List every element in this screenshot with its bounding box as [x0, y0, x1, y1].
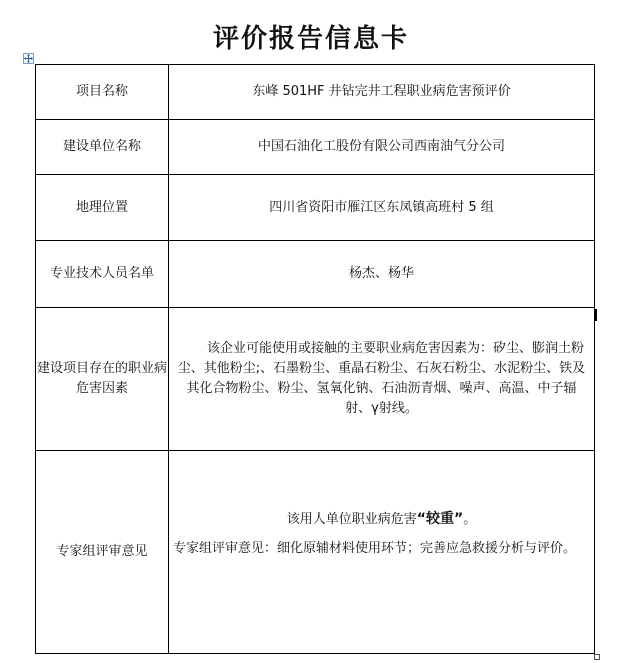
- resize-square-icon[interactable]: [594, 654, 600, 660]
- info-card-table: [35, 64, 595, 654]
- hazard-factors-label: 建设项目存在的职业病危害因素: [36, 308, 169, 451]
- move-cross-icon[interactable]: [23, 53, 34, 64]
- text-cursor: [595, 309, 597, 321]
- table-row-technical-staff: [36, 241, 595, 308]
- technical-staff-value: 杨杰、杨华: [169, 241, 595, 308]
- expert-opinion-label: 专家组评审意见: [36, 451, 169, 654]
- document-title: 评价报告信息卡: [212, 24, 409, 54]
- location-value: 四川省资阳市雁江区东凤镇高班村 5 组: [169, 175, 595, 241]
- conclusion-prefix: 该用人单位职业病危害: [286, 512, 417, 527]
- project-name-value: 东峰 501HF 井钻完井工程职业病危害预评价: [169, 65, 595, 120]
- table-row-hazard-factors: [36, 308, 595, 451]
- hazard-conclusion: [169, 509, 594, 530]
- location-label: 地理位置: [36, 175, 169, 241]
- construction-unit-value: 中国石油化工股份有限公司西南油气分公司: [169, 120, 595, 175]
- expert-opinion-text: 专家组评审意见：细化原辅材料使用环节；完善应急救援分析与评价。: [173, 541, 577, 556]
- expert-opinion-cell: [169, 451, 595, 654]
- project-name-label: 项目名称: [36, 65, 169, 120]
- conclusion-emphasis: “较重”: [416, 511, 464, 527]
- technical-staff-label: 专业技术人员名单: [36, 241, 169, 308]
- table-row-expert-opinion: [36, 451, 595, 654]
- hazard-factors-value: 该企业可能使用或接触的主要职业病危害因素为：矽尘、膨润土粉尘、其他粉尘;、石墨粉尘、重晶石粉尘、石灰石粉尘、水泥粉尘、铁及其化合物粉尘、粉尘、氢氧化钠、石油沥青烟、噪声、高温、中子辐射、γ射线。: [177, 341, 586, 416]
- construction-unit-label: 建设单位名称: [36, 120, 169, 175]
- table-row-project-name: [36, 65, 595, 120]
- table-row-construction-unit: [36, 120, 595, 175]
- table-row-location: [36, 175, 595, 241]
- conclusion-suffix: 。: [463, 512, 477, 527]
- hazard-factors-cell: [169, 308, 595, 451]
